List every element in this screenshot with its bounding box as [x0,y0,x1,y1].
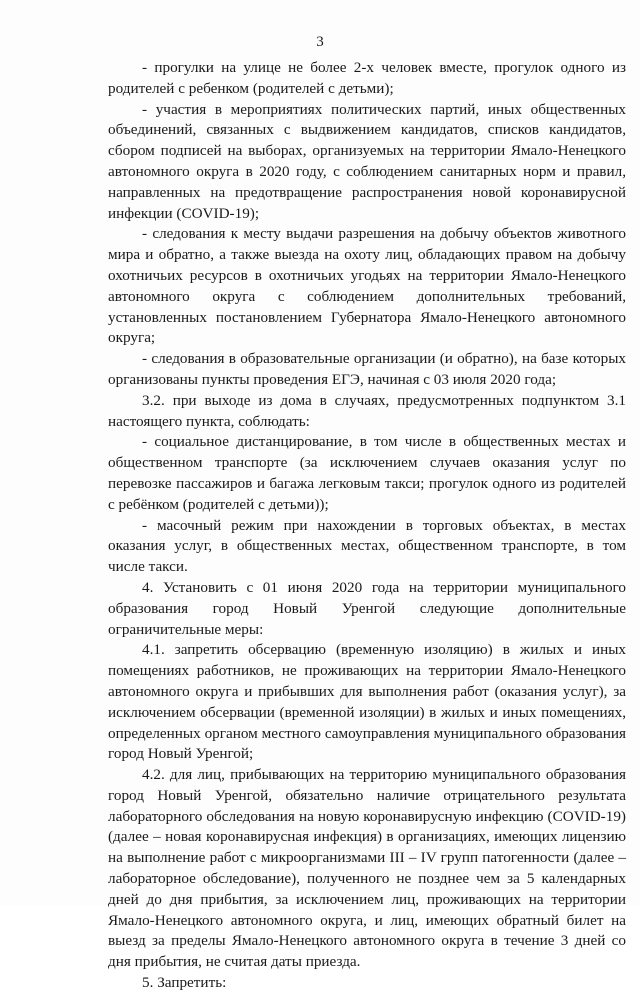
paragraph-walks: - прогулки на улице не более 2-х человек вместе, прогулок одного из родителей с ребенком (родителей с детьми); [108,59,626,97]
document-body [108,58,626,994]
paragraph-political-events: - участия в мероприятиях политических партий, иных общественных объединений, связанных с выдвижением кандидатов, списков кандидатов, сбором подписей на выборах, организуемых на территории Ямало-Ненецкого автономного округа в 2020 году, с соблюдением санитарных норм и правил, направленных на предотвращение распространения новой коронавирусной инфекции (COVID-19); [108,100,626,222]
paragraph-4-2: 4.2. для лиц, прибывающих на территорию муниципального образования город Новый Уренгой, обязательно наличие отрицательного результата лабораторного обследования на новую коронавирусную инфекцию (COVID-19) (далее – новая коронавирусная инфекция) в организациях, имеющих лицензию на выполнение работ с микроорганизмами III – IV групп патогенности (далее – лабораторное обследование), полученного не позднее чем за 5 календарных дней до дня прибытия, за исключением лиц, проживающих на территории Ямало-Ненецкого автономного округа, и лиц, имеющих обратный билет на выезд за пределы Ямало-Ненецкого автономного округа в течение 3 дней со дня прибытия, не считая даты приезда. [108,766,626,971]
paragraph-4-1: 4.1. запретить обсервацию (временную изоляцию) в жилых и иных помещениях работников, не проживающих на территории Ямало-Ненецкого автономного округа и прибывших для выполнения работ (оказания услуг), за исключением обсервации (временной изоляции) в жилых и иных помещениях, определенных органом местного самоуправления муниципального образования город Новый Уренгой; [108,641,626,763]
paragraph-hunting-permit: - следования к месту выдачи разрешения на добычу объектов животного мира и обратно, а также выезда на охоту лиц, обладающих правом на добычу охотничьих ресурсов в охотничьих угодьях на территории Ямало-Ненецкого автономного округа с соблюдением дополнительных требований, установленных постановлением Губернатора Ямало-Ненецкого автономного округа; [108,225,626,347]
paragraph-5: 5. Запретить: [142,974,227,992]
paragraph-social-distancing: - социальное дистанцирование, в том числе в общественных местах и общественном транспорте (за исключением случаев оказания услуг по перевозке пассажиров и багажа легковым такси; прогулок одного из родителей с ребёнком (родителей с детьми)); [108,433,626,513]
paragraph-3-2: 3.2. при выходе из дома в случаях, предусмотренных подпунктом 3.1 настоящего пункта, соблюдать: [108,391,626,430]
paragraph-4: 4. Установить с 01 июня 2020 года на территории муниципального образования город Новый Уренгой следующие дополнительные ограничительные меры: [108,578,626,638]
paragraph-exam-centers: - следования в образовательные организации (и обратно), на базе которых организованы пункты проведения ЕГЭ, начиная с 03 июля 2020 года; [108,350,626,388]
paragraph-mask-regime: - масочный режим при нахождении в торговых объектах, в местах оказания услуг, в общественных местах, общественном транспорте, в том числе такси. [108,516,626,576]
page-number: 3 [316,34,324,50]
